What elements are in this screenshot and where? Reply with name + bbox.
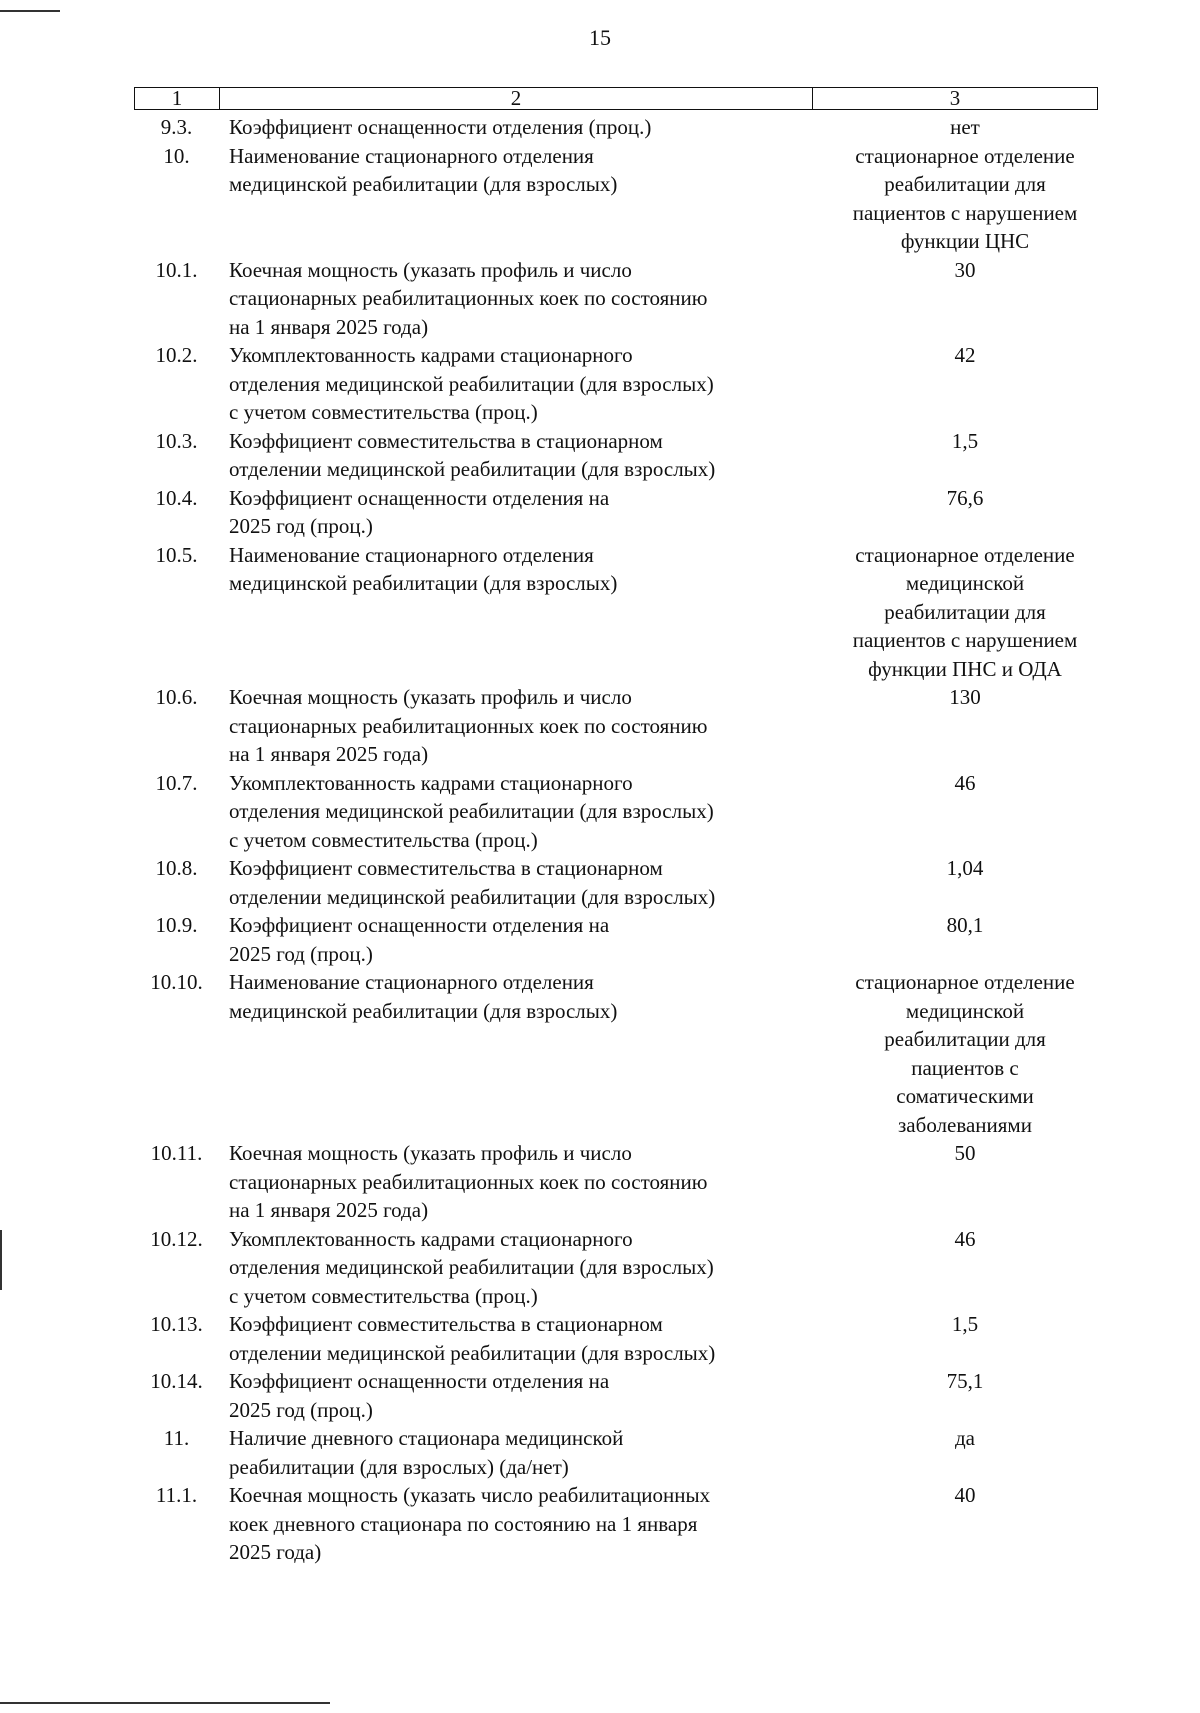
row-value [812, 1225, 1098, 1254]
table-row [134, 341, 1098, 427]
row-value [812, 968, 1098, 1139]
row-number: 10.9. [155, 913, 198, 937]
scan-mark [0, 1702, 330, 1704]
description-line: Коэффициент оснащенности отделения (проц.) [229, 115, 652, 139]
row-number: 10.11. [150, 1141, 203, 1165]
row-value [812, 1424, 1098, 1453]
row-number: 10. [163, 143, 190, 168]
description-line: с учетом совместительства (проц.) [229, 827, 538, 852]
row-description [219, 683, 812, 769]
row-number: 10.4. [155, 485, 198, 510]
value-line: 40 [954, 1483, 976, 1507]
row-value [812, 541, 1098, 684]
value-line: стационарное отделение [855, 143, 1075, 168]
description-line: Наименование стационарного отделения [229, 542, 594, 567]
row-description [219, 911, 812, 968]
row-description [219, 427, 812, 484]
table-row [134, 769, 1098, 855]
description-line: Укомплектованность кадрами стационарного [229, 1226, 633, 1251]
description-line: медицинской реабилитации (для взрослых) [229, 172, 618, 196]
description-line: Коечная мощность (указать профиль и число [229, 685, 632, 709]
row-value [812, 427, 1098, 456]
row-value [812, 1481, 1098, 1510]
row-number: 10.8. [155, 856, 198, 880]
description-line: с учетом совместительства (проц.) [229, 400, 538, 424]
row-value [812, 769, 1098, 798]
description-line: 2025 год (проц.) [229, 1397, 373, 1422]
row-value [812, 1139, 1098, 1168]
header-col-3: 3 [949, 86, 961, 110]
table-body [134, 113, 1098, 1567]
table-row [134, 911, 1098, 968]
header-col-1: 1 [135, 88, 220, 109]
value-line: функции ЦНС [900, 229, 1030, 253]
value-line: 1,04 [946, 856, 984, 880]
row-value [812, 142, 1098, 256]
row-value [812, 1367, 1098, 1396]
row-number: 10.2. [155, 343, 198, 367]
table-row [134, 854, 1098, 911]
row-description [219, 1139, 812, 1225]
row-number: 10.12. [150, 1226, 203, 1251]
value-line: 130 [949, 685, 981, 709]
row-description [219, 1424, 812, 1481]
description-line: на 1 января 2025 года) [229, 742, 429, 766]
row-value [812, 1310, 1098, 1339]
row-description [219, 541, 812, 598]
description-line: стационарных реабилитационных коек по состоянию [229, 286, 708, 310]
row-number: 10.10. [150, 970, 203, 994]
table-row [134, 256, 1098, 342]
value-line: соматическими [896, 1084, 1034, 1108]
value-line: да [954, 1426, 975, 1450]
row-number: 10.3. [155, 428, 198, 453]
value-line: 42 [954, 343, 976, 367]
row-number: 9.3. [160, 115, 193, 139]
row-number: 11. [163, 1426, 190, 1450]
description-line: Коэффициент совместительства в стационарном [229, 428, 663, 453]
description-line: с учетом совместительства (проц.) [229, 1283, 538, 1308]
description-line: на 1 января 2025 года) [229, 314, 429, 339]
value-line: 80,1 [946, 913, 984, 937]
table-row [134, 1367, 1098, 1424]
value-line: функции ПНС и ОДА [868, 656, 1062, 681]
description-line: 2025 года) [229, 1540, 322, 1564]
table-header [134, 87, 1098, 110]
value-line: пациентов с нарушением [852, 628, 1078, 652]
table-row [134, 484, 1098, 541]
value-line: 76,6 [946, 485, 984, 510]
description-line: отделения медицинской реабилитации (для взрослых) [229, 799, 714, 823]
description-line: Укомплектованность кадрами стационарного [229, 770, 633, 795]
table-row [134, 142, 1098, 256]
row-value [812, 911, 1098, 940]
description-line: Коечная мощность (указать профиль и число [229, 257, 632, 282]
table-row [134, 1225, 1098, 1311]
row-description [219, 256, 812, 342]
row-value [812, 854, 1098, 883]
description-line: Коэффициент совместительства в стационарном [229, 856, 663, 880]
row-number: 10.1. [155, 257, 198, 282]
row-description [219, 113, 812, 142]
description-line: коек дневного стационара по состоянию на 1 января [229, 1511, 698, 1536]
value-line: заболеваниями [898, 1112, 1032, 1137]
description-line: Коечная мощность (указать профиль и число [229, 1141, 632, 1165]
table-row [134, 968, 1098, 1139]
description-line: Коэффициент оснащенности отделения на [229, 1369, 610, 1393]
row-description [219, 854, 812, 911]
row-description [219, 1225, 812, 1311]
description-line: Укомплектованность кадрами стационарного [229, 343, 633, 367]
row-number: 10.5. [155, 542, 198, 567]
value-line: 30 [954, 257, 976, 282]
description-line: 2025 год (проц.) [229, 514, 373, 538]
row-description [219, 341, 812, 427]
description-line: Коэффициент совместительства в стационарном [229, 1312, 663, 1336]
value-line: 1,5 [951, 428, 979, 453]
value-line: пациентов с нарушением [852, 200, 1078, 225]
table-row [134, 683, 1098, 769]
table-row [134, 541, 1098, 684]
row-number: 10.7. [155, 770, 198, 795]
description-line: медицинской реабилитации (для взрослых) [229, 571, 618, 595]
value-line: медицинской [905, 998, 1025, 1023]
description-line: медицинской реабилитации (для взрослых) [229, 998, 618, 1023]
description-line: стационарных реабилитационных коек по состоянию [229, 713, 708, 738]
value-line: стационарное отделение [855, 542, 1075, 567]
row-description [219, 142, 812, 199]
value-line: реабилитации для [884, 172, 1046, 196]
row-number: 10.6. [155, 685, 198, 709]
description-line: Коэффициент оснащенности отделения на [229, 485, 610, 510]
value-line: 46 [954, 1226, 976, 1251]
description-line: отделении медицинской реабилитации (для взрослых) [229, 1340, 716, 1365]
description-line: на 1 января 2025 года) [229, 1198, 429, 1222]
page-number: 15 [589, 25, 611, 50]
description-line: Наличие дневного стационара медицинской [229, 1426, 624, 1450]
row-value [812, 484, 1098, 513]
description-line: 2025 год (проц.) [229, 941, 373, 966]
row-description [219, 769, 812, 855]
row-description [219, 484, 812, 541]
description-line: отделения медицинской реабилитации (для взрослых) [229, 371, 714, 396]
value-line: 46 [954, 770, 976, 795]
description-line: отделения медицинской реабилитации (для взрослых) [229, 1255, 714, 1279]
table-row [134, 1310, 1098, 1367]
description-line: Наименование стационарного отделения [229, 970, 594, 994]
value-line: реабилитации для [884, 599, 1046, 624]
description-line: стационарных реабилитационных коек по состоянию [229, 1169, 708, 1194]
row-value [812, 256, 1098, 285]
row-description [219, 1367, 812, 1424]
row-number: 10.13. [150, 1312, 203, 1336]
header-col-2: 2 [220, 88, 813, 109]
value-line: нет [950, 115, 980, 139]
scan-mark [0, 10, 60, 12]
value-line: реабилитации для [884, 1027, 1046, 1051]
row-value [812, 113, 1098, 142]
value-line: стационарное отделение [855, 970, 1075, 994]
table-row [134, 427, 1098, 484]
description-line: отделении медицинской реабилитации (для взрослых) [229, 884, 716, 909]
description-line: Коэффициент оснащенности отделения на [229, 913, 610, 937]
row-description [219, 968, 812, 1025]
description-line: отделении медицинской реабилитации (для взрослых) [229, 457, 716, 481]
value-line: 1,5 [951, 1312, 979, 1336]
row-description [219, 1310, 812, 1367]
description-line: Наименование стационарного отделения [229, 143, 594, 168]
table-row [134, 1481, 1098, 1567]
description-line: реабилитации (для взрослых) (да/нет) [229, 1454, 569, 1479]
table-row [134, 1424, 1098, 1481]
table-row [134, 1139, 1098, 1225]
value-line: пациентов с [911, 1055, 1019, 1080]
row-number: 11.1. [155, 1483, 198, 1507]
table-row [134, 113, 1098, 142]
description-line: Коечная мощность (указать число реабилитационных [229, 1483, 711, 1507]
row-value [812, 683, 1098, 712]
row-description [219, 1481, 812, 1567]
value-line: медицинской [905, 571, 1025, 595]
row-number: 10.14. [150, 1369, 203, 1393]
value-line: 50 [954, 1141, 976, 1165]
scan-mark [0, 1230, 2, 1290]
value-line: 75,1 [946, 1369, 984, 1393]
row-value [812, 341, 1098, 370]
